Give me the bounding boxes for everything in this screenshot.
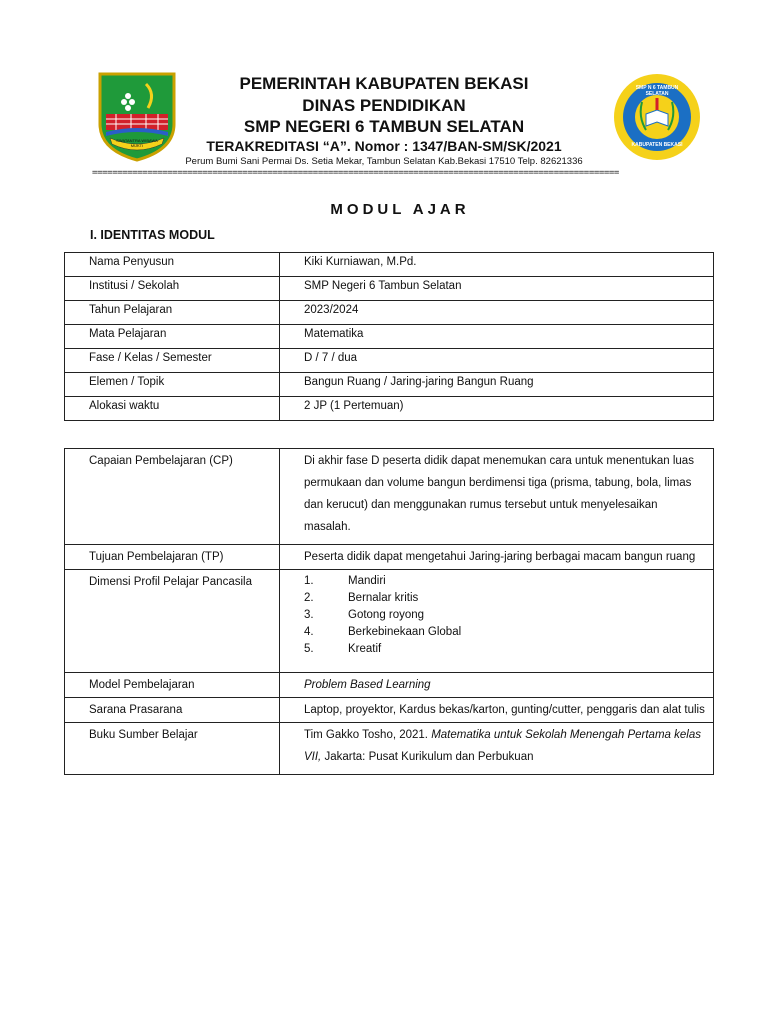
tp-label: Tujuan Pembelajaran (TP) [65,545,280,570]
details-table [64,448,714,775]
header-address: Perum Bumi Sani Permai Ds. Setia Mekar, Tambun Selatan Kab.Bekasi 17510 Telp. 82621336 [185,156,583,167]
table-row [65,570,714,673]
table-row [65,349,714,373]
model-label: Model Pembelajaran [65,673,280,698]
list-item: 5. Kreatif [304,643,382,655]
identity-table [64,252,714,421]
list-item: 1. Mandiri [304,575,386,587]
cp-label: Capaian Pembelajaran (CP) [65,449,280,545]
table-row [65,449,714,545]
right-logo-bottom-text: KABUPATEN BEKASI [631,142,683,148]
left-logo-text: SWATANTRA WIBAWA MUKTI [116,138,158,148]
identity-value: Kiki Kurniawan, M.Pd. [280,253,714,277]
buku-label: Buku Sumber Belajar [65,723,280,775]
cp-value: Di akhir fase D peserta didik dapat menemukan cara untuk menentukan luas permukaan dan volume bangun berdimensi tiga (prisma, tabung, bola, limas dan kerucut) dan menggunakan rumus tersebut untuk menyelesaikan masalah. [280,449,714,545]
identity-label: Elemen / Topik [65,373,280,397]
identity-label: Mata Pelajaran [65,325,280,349]
identity-label: Nama Penyusun [65,253,280,277]
identity-value: Matematika [280,325,714,349]
identity-value: Bangun Ruang / Jaring-jaring Bangun Ruang [280,373,714,397]
identity-value: 2 JP (1 Pertemuan) [280,397,714,421]
header-school: SMP NEGERI 6 TAMBUN SELATAN [243,117,525,136]
table-row [65,698,714,723]
section-heading: I. IDENTITAS MODUL [90,228,215,242]
identity-value: 2023/2024 [280,301,714,325]
header-department: DINAS PENDIDIKAN [302,96,466,115]
list-item: 4. Berkebinekaan Global [304,626,462,638]
right-logo-top-text: SMP N 6 TAMBUN SELATAN [635,85,679,97]
identity-label: Alokasi waktu [65,397,280,421]
table-row [65,277,714,301]
header-accreditation: TERAKREDITASI “A”. Nomor : 1347/BAN-SM/SK/2021 [206,138,562,154]
dimension-list [280,570,714,673]
identity-label: Tahun Pelajaran [65,301,280,325]
identity-value: SMP Negeri 6 Tambun Selatan [280,277,714,301]
dimension-label: Dimensi Profil Pelajar Pancasila [65,570,280,673]
buku-value: Tim Gakko Tosho, 2021. Matematika untuk Sekolah Menengah Pertama kelas VII, Jakarta: Pusat Kurikulum dan Perbukuan [280,723,714,775]
header-government: PEMERINTAH KABUPATEN BEKASI [239,74,529,93]
table-row [65,373,714,397]
identity-label: Institusi / Sekolah [65,277,280,301]
table-row [65,723,714,775]
model-value: Problem Based Learning [280,673,714,698]
header-separator: ========================================================================================================= [92,168,619,178]
list-item: 2. Bernalar kritis [304,592,419,604]
sarana-label: Sarana Prasarana [65,698,280,723]
table-row [65,253,714,277]
document-title: MODUL AJAR [330,201,470,218]
table-row [65,301,714,325]
sarana-value: Laptop, proyektor, Kardus bekas/karton, gunting/cutter, penggaris dan alat tulis [280,698,714,723]
table-row [65,325,714,349]
table-row [65,545,714,570]
table-row [65,397,714,421]
identity-value: D / 7 / dua [280,349,714,373]
list-item: 3. Gotong royong [304,609,425,621]
identity-label: Fase / Kelas / Semester [65,349,280,373]
tp-value: Peserta didik dapat mengetahui Jaring-jaring berbagai macam bangun ruang [280,545,714,570]
table-row [65,673,714,698]
